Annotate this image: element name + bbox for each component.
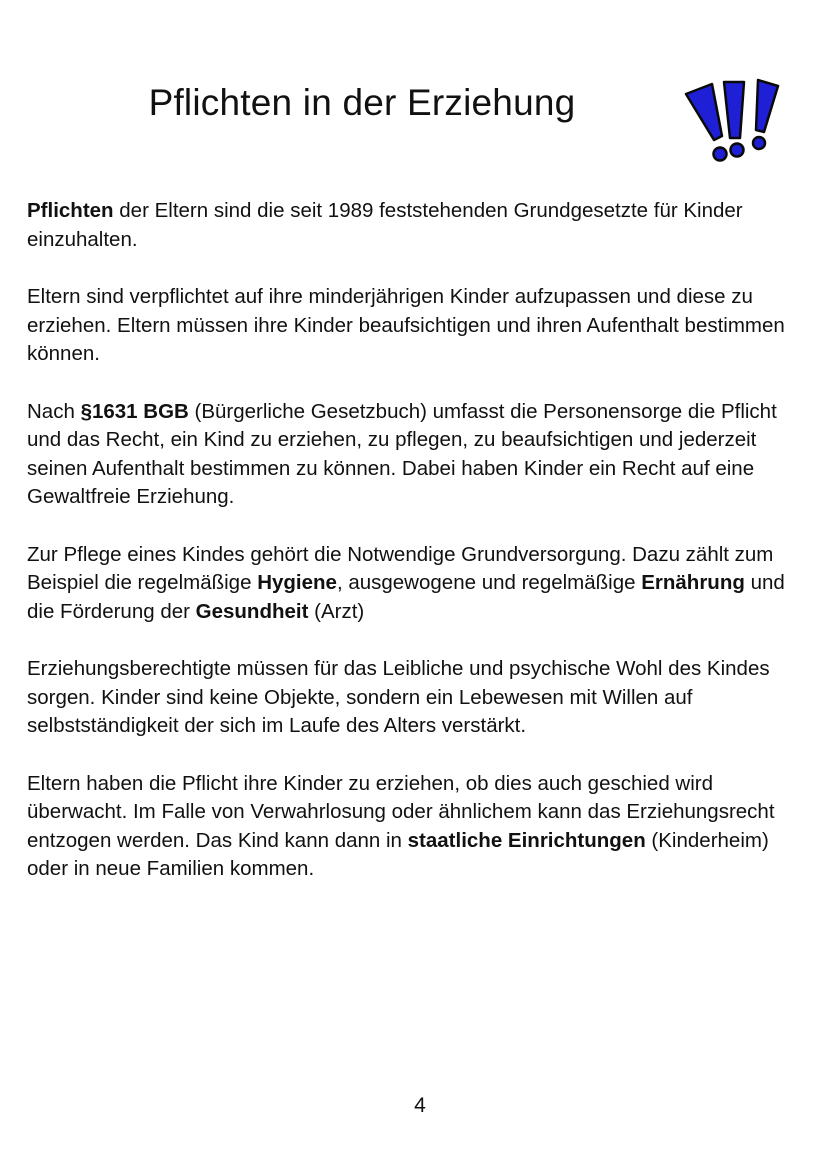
text-run: der Eltern sind die seit 1989 feststehenden Grundgesetzte für Kinder einzuhalten. — [27, 199, 743, 251]
paragraph — [27, 398, 797, 512]
paragraph — [27, 770, 797, 884]
paragraph — [27, 283, 797, 369]
bold-term: Pflichten — [27, 199, 114, 222]
text-run: , ausgewogene und regelmäßige — [336, 571, 642, 594]
text-run: (Arzt) — [308, 599, 365, 623]
text-run: und die Förderung der — [27, 571, 785, 623]
text-run: (Kinderheim) oder in neue Familien kommen. — [27, 828, 769, 880]
text-run: Erziehungsberechtigte müssen für das Leibliche und psychische Wohl des Kindes sorgen. Kinder sind keine Objekte, sondern ein Lebewesen mit Willen auf selbstständigkeit der sich im Laufe des Alters verstärkt. — [27, 657, 770, 737]
text-run: (Bürgerliche Gesetzbuch) umfasst die Personensorge die Pflicht und das Recht, ein Kind zu erziehen, zu pflegen, zu beaufsichtigen und jederzeit seinen Aufenthalt bestimmen zu können. Dabei haben Kinder ein Recht auf eine Gewaltfreie Erziehung. — [27, 399, 777, 508]
bold-term: Hygiene — [257, 571, 337, 594]
page-title: Pflichten in der Erziehung — [148, 82, 576, 123]
bold-term: Ernährung — [641, 571, 745, 594]
text-run: Eltern haben die Pflicht ihre Kinder zu erziehen, ob dies auch geschied wird überwacht. Im Falle von Verwahrlosung oder ähnlichem kann das Erziehungsrecht entzogen werden. Das Kind kann dann in — [27, 771, 775, 852]
text-run: Eltern sind verpflichtet auf ihre minderjährigen Kinder aufzupassen und diese zu erziehen. Eltern müssen ihre Kinder beaufsichtigen und ihren Aufenthalt bestimmen können. — [27, 285, 785, 365]
paragraph — [27, 197, 797, 254]
paragraph — [27, 541, 797, 627]
bold-term: Gesundheit — [195, 599, 309, 623]
bold-term: §1631 BGB — [80, 399, 189, 423]
text-run: Nach — [27, 399, 81, 423]
bold-term: staatliche Einrichtungen — [407, 828, 646, 852]
paragraph — [27, 655, 797, 741]
body-text — [27, 197, 797, 913]
exclamation-marks-icon — [684, 74, 780, 164]
page-number: 4 — [414, 1094, 426, 1117]
text-run: Zur Pflege eines Kindes gehört die Notwendige Grundversorgung. Dazu zählt zum Beispiel die regelmäßige — [27, 542, 774, 594]
